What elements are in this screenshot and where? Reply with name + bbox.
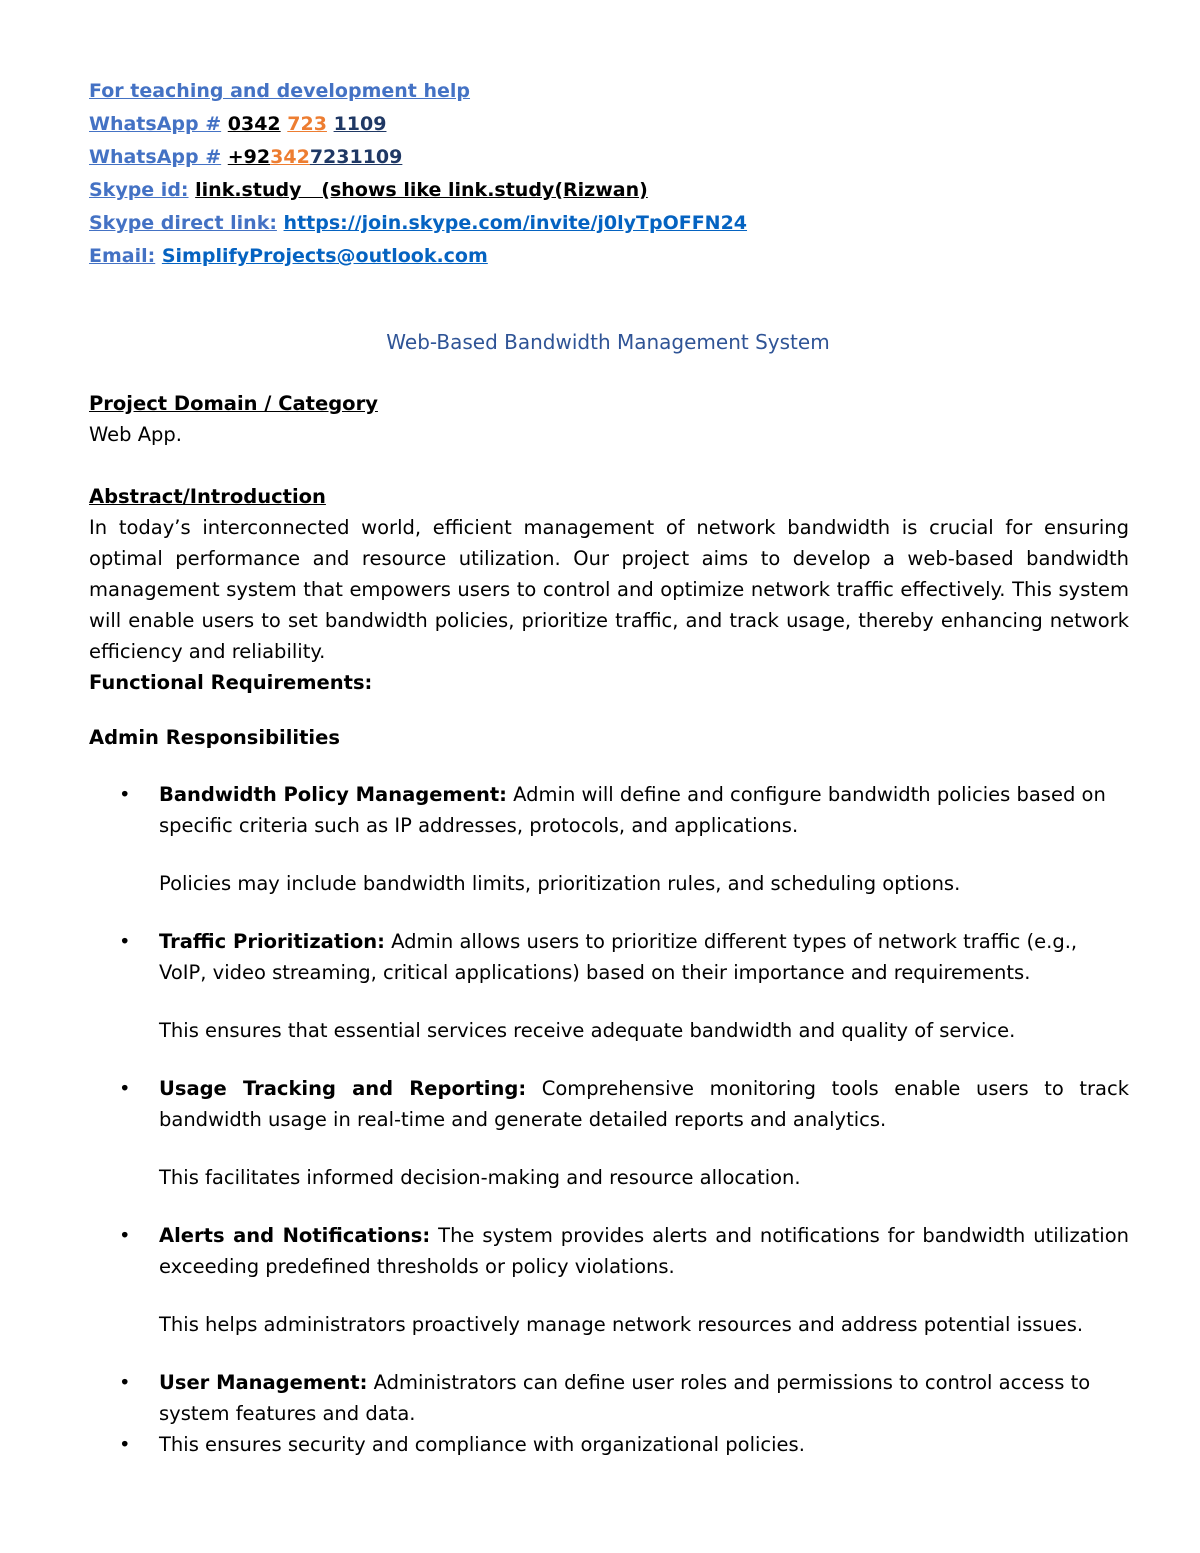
contact-skype-link-line	[89, 207, 747, 240]
contact-email-line	[89, 240, 747, 273]
email-link[interactable]: SimplifyProjects@outlook.com	[161, 245, 488, 267]
requirement-note: Policies may include bandwidth limits, prioritization rules, and scheduling options.	[159, 872, 961, 895]
requirement-title: Bandwidth Policy Management:	[159, 783, 507, 806]
list-item-note	[89, 868, 1129, 899]
list-item	[89, 1073, 1129, 1135]
whatsapp-intl-part-c: 7231109	[309, 146, 403, 168]
bullet-icon: •	[119, 1371, 131, 1394]
skype-direct-link[interactable]: https://join.skype.com/invite/j0lyTpOFFN24	[283, 212, 748, 234]
list-item-note	[89, 1309, 1129, 1340]
requirement-text: This ensures security and compliance with organizational policies.	[159, 1433, 805, 1456]
requirement-note: This facilitates informed decision-making and resource allocation.	[159, 1166, 801, 1189]
document-body	[89, 388, 1129, 1460]
bullet-icon: •	[119, 1224, 131, 1247]
bullet-icon: •	[119, 1077, 131, 1100]
project-domain-value: Web App.	[89, 423, 183, 446]
list-item	[89, 1367, 1129, 1429]
contact-skype-id-line	[89, 174, 747, 207]
abstract-heading: Abstract/Introduction	[89, 485, 326, 508]
bullet-icon: •	[119, 930, 131, 953]
requirement-note: This ensures that essential services receive adequate bandwidth and quality of service.	[159, 1019, 1016, 1042]
contact-whatsapp-line-1	[89, 108, 747, 141]
requirement-title: Traffic Prioritization:	[159, 930, 385, 953]
requirement-title: Alerts and Notifications:	[159, 1224, 431, 1247]
skype-link-label: Skype direct link:	[89, 212, 277, 234]
requirement-title: Usage Tracking and Reporting:	[159, 1077, 527, 1100]
requirements-list	[89, 779, 1129, 1460]
requirement-text: Admin will define and configure bandwidth policies based on specific criteria such as IP addresses, protocols, and applications.	[159, 783, 1106, 837]
contact-block	[89, 75, 747, 273]
requirement-text: Admin allows users to prioritize different types of network traffic (e.g., VoIP, video streaming, critical applications) based on their importance and requirements.	[159, 930, 1078, 984]
contact-teaching-line	[89, 75, 747, 108]
abstract-text: In today’s interconnected world, efficient management of network bandwidth is crucial for ensuring optimal performance and resource utilization. Our project aims to develop a web-based bandwidth management system that empowers users to control and optimize network traffic effectively. This system will enable users to set bandwidth policies, prioritize traffic, and track usage, thereby enhancing network efficiency and reliability.	[89, 516, 1129, 663]
bullet-icon: •	[119, 783, 131, 806]
document-title: Web-Based Bandwidth Management System	[386, 330, 830, 354]
project-domain-heading: Project Domain / Category	[89, 392, 378, 415]
requirement-text: Administrators can define user roles and permissions to control access to system features and data.	[159, 1371, 1091, 1425]
whatsapp-number-part-a: 0342	[227, 113, 281, 135]
list-item-note	[89, 1015, 1129, 1046]
list-item	[89, 1429, 1129, 1460]
list-item	[89, 1220, 1129, 1282]
list-item	[89, 779, 1129, 841]
requirement-text: Comprehensive monitoring tools enable users to track bandwidth usage in real-time and generate detailed reports and analytics.	[159, 1077, 1129, 1131]
whatsapp-label-2: WhatsApp #	[89, 146, 222, 168]
whatsapp-number-part-c: 1109	[333, 113, 387, 135]
list-item	[89, 926, 1129, 988]
teaching-help-text: For teaching and development help	[89, 80, 471, 102]
requirement-text: The system provides alerts and notifications for bandwidth utilization exceeding predefined thresholds or policy violations.	[159, 1224, 1129, 1278]
email-label: Email:	[89, 245, 156, 267]
skype-id-value: link.study (shows like link.study(Rizwan)	[195, 179, 648, 201]
whatsapp-intl-part-b: 342	[270, 146, 310, 168]
requirement-note: This helps administrators proactively manage network resources and address potential issues.	[159, 1313, 1084, 1336]
requirement-title: User Management:	[159, 1371, 368, 1394]
whatsapp-label-1: WhatsApp #	[89, 113, 222, 135]
list-item-note	[89, 1162, 1129, 1193]
contact-whatsapp-line-2	[89, 141, 747, 174]
whatsapp-number-part-b: 723	[287, 113, 327, 135]
functional-requirements-heading: Functional Requirements:	[89, 671, 373, 694]
whatsapp-intl-part-a: +92	[227, 146, 271, 168]
bullet-icon: •	[119, 1433, 131, 1456]
skype-id-label: Skype id:	[89, 179, 189, 201]
admin-responsibilities-heading: Admin Responsibilities	[89, 726, 340, 749]
